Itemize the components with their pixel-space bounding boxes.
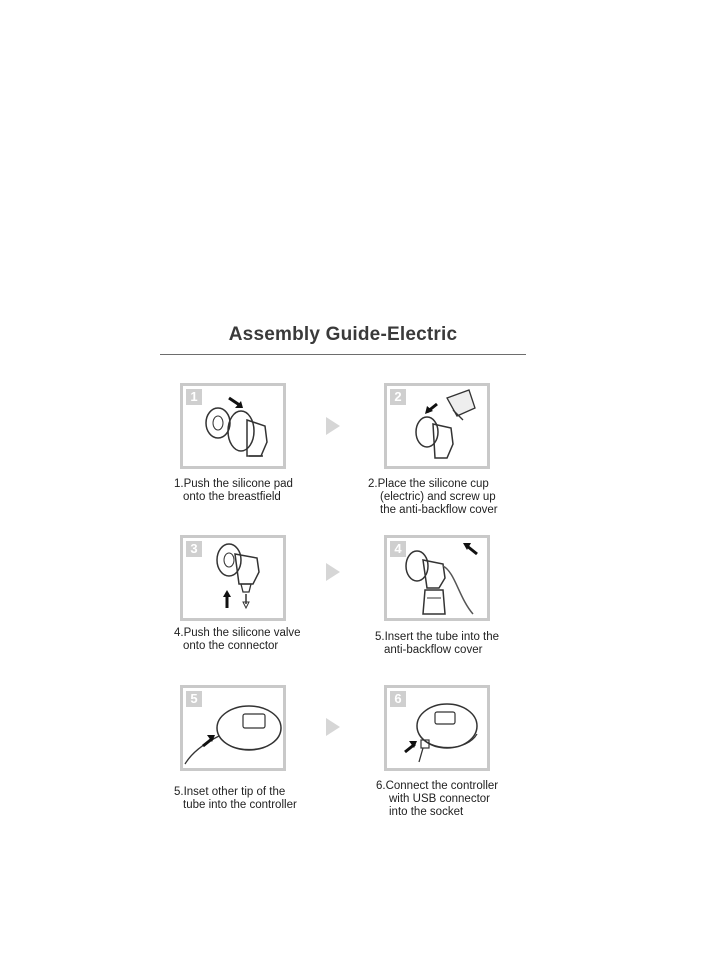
step-1-caption: 1.Push the silicone pad onto the breastfield [174, 478, 293, 503]
step-6-number: 6 [390, 691, 406, 707]
page-title: Assembly Guide-Electric [228, 324, 458, 345]
step-2-illustration [384, 383, 490, 469]
step-1-illustration [180, 383, 286, 469]
breast-pump-pad-icon [183, 386, 283, 466]
step-1-number: 1 [186, 389, 202, 405]
step-6-illustration [384, 685, 490, 771]
step-5-illustration [180, 685, 286, 771]
next-step-arrow-icon [326, 718, 340, 736]
controller-icon [183, 688, 283, 768]
step-3-illustration [180, 535, 286, 621]
step-6-caption: 6.Connect the controller with USB connector into the socket [376, 780, 499, 818]
title-divider [160, 354, 526, 355]
silicone-cup-icon [387, 386, 487, 466]
silicone-valve-icon [183, 538, 283, 618]
step-4-number: 4 [390, 541, 406, 557]
step-3-number: 3 [186, 541, 202, 557]
step-3-caption: 4.Push the silicone valve onto the connector [174, 627, 301, 652]
next-step-arrow-icon [326, 417, 340, 435]
step-5-number: 5 [186, 691, 202, 707]
step-4-illustration [384, 535, 490, 621]
step-2-number: 2 [390, 389, 406, 405]
step-2-caption: 2.Place the silicone cup (electric) and screw up the anti-backflow cover [368, 478, 498, 516]
step-5-caption: 5.Inset other tip of the tube into the controller [174, 786, 297, 811]
tube-icon [387, 538, 487, 618]
usb-connector-icon [387, 688, 487, 768]
step-4-caption: 5.Insert the tube into the anti-backflow cover [375, 631, 500, 656]
next-step-arrow-icon [326, 563, 340, 581]
